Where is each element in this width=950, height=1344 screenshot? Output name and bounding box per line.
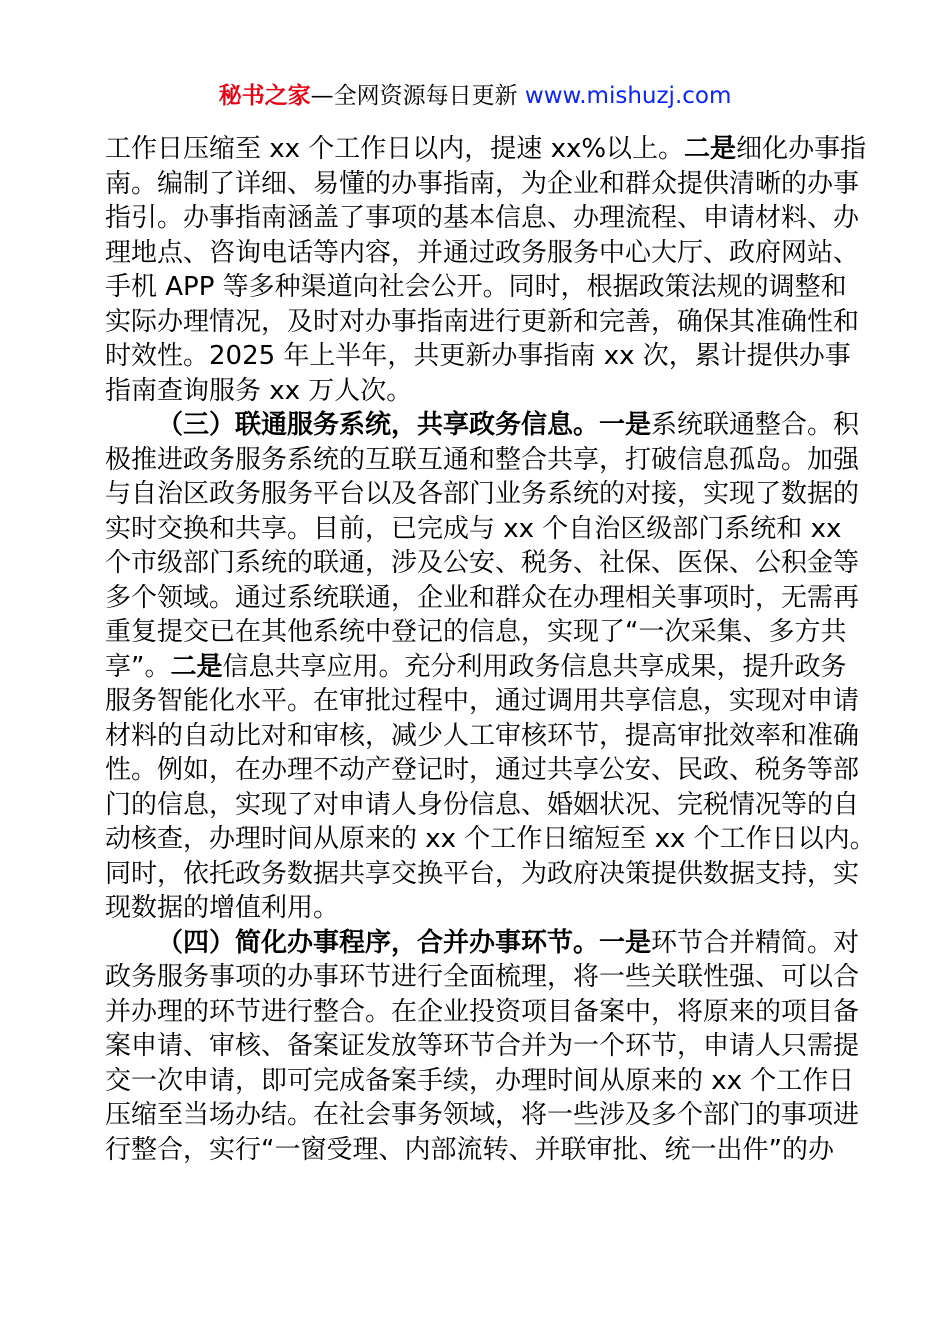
header-dash: —: [310, 83, 334, 109]
text-run: 极推进政务服务系统的互联互通和整合共享，打破信息孤岛。加强: [105, 444, 860, 475]
text-line: [105, 960, 865, 995]
text-run: 服务智能化水平。在审批过程中，通过调用共享信息，实现对申请: [105, 686, 860, 716]
text-run: 享”。: [105, 651, 171, 682]
text-run: 并办理的环节进行整合。在企业投资项目备案中，将原来的项目备: [105, 996, 860, 1027]
text-run: 实时交换和共享。目前，已完成与 xx 个自治区级部门系统和 xx: [105, 513, 842, 544]
bold-text-run: 二是: [684, 134, 737, 164]
text-run: 时效性。2025 年上半年，共更新办事指南 xx 次，累计提供办事: [105, 341, 851, 371]
text-line: [105, 339, 865, 374]
text-line: [105, 270, 865, 305]
text-line: [105, 857, 865, 892]
text-run: 重复提交已在其他系统中登记的信息，实现了“一次采集、多方共: [105, 617, 847, 647]
document-body: [105, 132, 876, 1167]
bold-text-run: （四）简化办事程序，合并办事环节。一是: [157, 927, 652, 958]
text-run: 与自治区政务服务平台以及各部门业务系统的对接，实现了数据的: [105, 479, 860, 509]
text-run: 个市级部门系统的联通，涉及公安、税务、社保、医保、公积金等: [105, 548, 860, 578]
text-run: 信息共享应用。充分利用政务信息共享成果，提升政务: [222, 651, 847, 682]
text-line: [105, 1029, 865, 1064]
text-line: [105, 167, 865, 202]
text-line: [105, 132, 865, 167]
text-run: 压缩至当场办结。在社会事务领域，将一些涉及多个部门的事项进: [105, 1100, 860, 1130]
text-line: [105, 926, 865, 961]
text-line: [105, 512, 865, 547]
bold-text-run: 二是: [170, 651, 223, 682]
text-line: [105, 1064, 865, 1099]
text-run: 行整合，实行“一窗受理、内部流转、并联审批、统一出件”的办: [105, 1134, 834, 1165]
text-line: [105, 891, 865, 926]
text-run: 性。例如，在办理不动产登记时，通过共享公安、民政、税务等部: [105, 755, 860, 785]
text-run: 案申请、审核、备案证发放等环节合并为一个环节，申请人只需提: [105, 1031, 860, 1061]
text-run: 指南查询服务 xx 万人次。: [105, 375, 413, 406]
text-run: 系统联通整合。积: [651, 410, 860, 440]
text-run: 指引。办事指南涵盖了事项的基本信息、办理流程、申请材料、办: [105, 203, 860, 233]
text-line: [105, 753, 865, 788]
text-run: 动核查，办理时间从原来的 xx 个工作日缩短至 xx 个工作日以内。: [105, 824, 876, 854]
text-line: [105, 236, 865, 271]
text-run: 细化办事指: [736, 134, 867, 164]
text-line: [105, 581, 865, 616]
site-brand: 秘书之家: [218, 83, 311, 109]
text-run: 工作日压缩至 xx 个工作日以内，提速 xx%以上。: [105, 134, 685, 164]
text-run: 同时，依托政务数据共享交换平台，为政府决策提供数据支持，实: [105, 858, 860, 889]
text-line: [105, 788, 865, 823]
text-run: 门的信息，实现了对申请人身份信息、婚姻状况、完税情况等的自: [105, 789, 860, 820]
text-run: 多个领域。通过系统联通，企业和群众在办理相关事项时，无需再: [105, 582, 860, 613]
text-run: 实际办理情况，及时对办事指南进行更新和完善，确保其准确性和: [105, 306, 860, 337]
text-line: [105, 1133, 865, 1168]
text-run: 手机 APP 等多种渠道向社会公开。同时，根据政策法规的调整和: [105, 272, 847, 302]
text-line: [105, 995, 865, 1030]
text-line: [105, 822, 876, 857]
text-run: 交一次申请，即可完成备案手续，办理时间从原来的 xx 个工作日: [105, 1065, 855, 1096]
text-run: 南。编制了详细、易懂的办事指南，为企业和群众提供清晰的办事: [105, 168, 860, 199]
text-line: [105, 546, 865, 581]
text-line: [105, 1098, 865, 1133]
text-run: 现数据的增值利用。: [105, 893, 340, 923]
header-tagline: 全网资源每日更新: [333, 83, 525, 109]
text-line: [105, 374, 865, 409]
text-run: 理地点、咨询电话等内容，并通过政务服务中心大厅、政府网站、: [105, 237, 860, 268]
text-line: [105, 684, 865, 719]
text-line: [105, 477, 865, 512]
header-url-link[interactable]: www.mishuzj.com: [524, 83, 732, 109]
text-run: 环节合并精简。对: [651, 927, 860, 958]
text-line: [105, 408, 865, 443]
text-line: [105, 719, 865, 754]
text-line: [105, 201, 865, 236]
text-line: [105, 650, 865, 685]
bold-text-run: （三）联通服务系统，共享政务信息。一是: [157, 410, 652, 440]
text-run: 政务服务事项的办事环节进行全面梳理，将一些关联性强、可以合: [105, 962, 860, 992]
text-line: [105, 305, 865, 340]
site-header: [0, 80, 950, 112]
text-run: 材料的自动比对和审核，减少人工审核环节，提高审批效率和准确: [105, 720, 860, 751]
text-line: [105, 615, 865, 650]
text-line: [105, 443, 865, 478]
